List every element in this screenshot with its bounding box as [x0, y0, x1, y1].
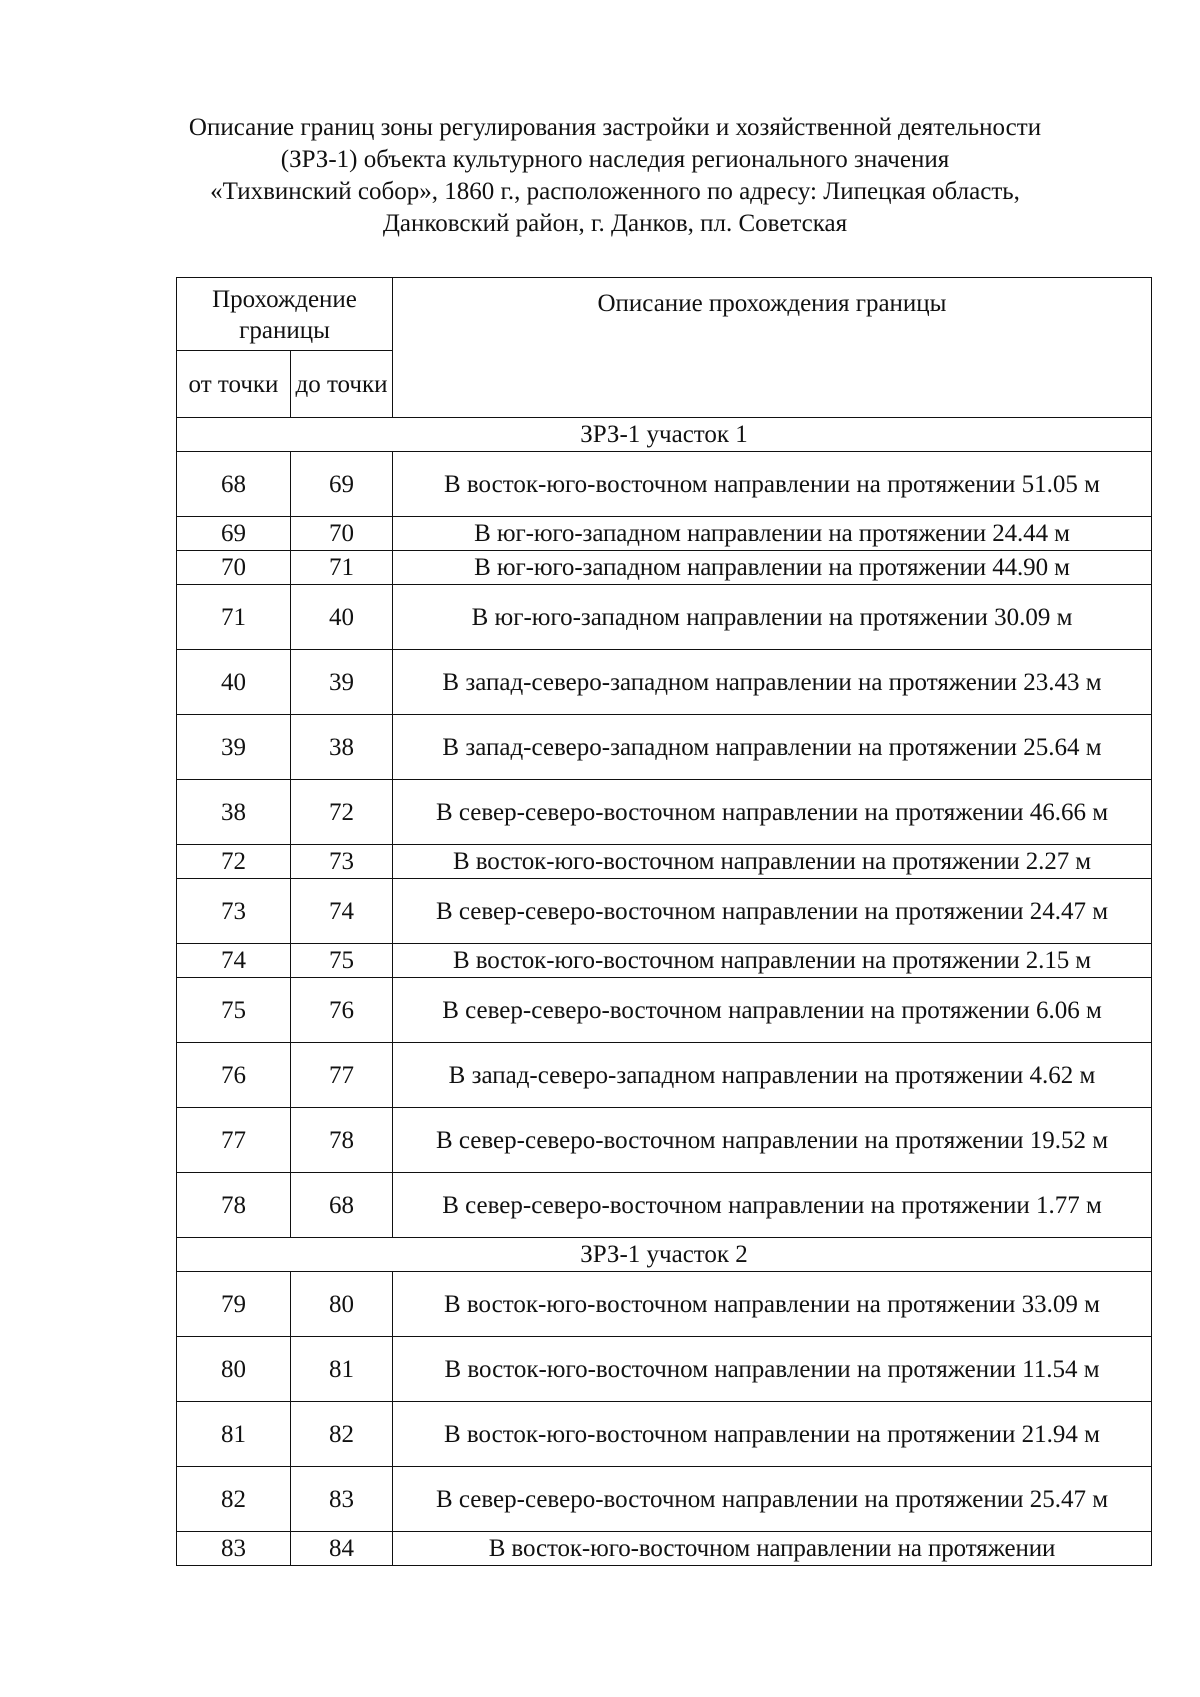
to-point-cell: 73: [291, 845, 393, 879]
description-cell: В юг-юго-западном направлении на протяжении 30.09 м: [393, 585, 1152, 650]
from-point-cell: 68: [177, 452, 291, 517]
from-point-cell: 71: [177, 585, 291, 650]
to-point-cell: 70: [291, 517, 393, 551]
description-cell: В север-северо-восточном направлении на протяжении 25.47 м: [393, 1467, 1152, 1532]
description-cell: В восток-юго-восточном направлении на протяжении 21.94 м: [393, 1402, 1152, 1467]
to-point-cell: 81: [291, 1337, 393, 1402]
to-point-cell: 68: [291, 1173, 393, 1238]
table-row: [177, 715, 1152, 780]
table-row: [177, 1108, 1152, 1173]
section-label: ЗРЗ-1 участок 2: [177, 1238, 1152, 1272]
boundary-table: [176, 277, 1152, 1566]
table-row: [177, 452, 1152, 517]
header-description: Описание прохождения границы: [393, 278, 1152, 418]
to-point-cell: 78: [291, 1108, 393, 1173]
from-point-cell: 72: [177, 845, 291, 879]
table-row: [177, 1272, 1152, 1337]
from-point-cell: 76: [177, 1043, 291, 1108]
description-cell: В восток-юго-восточном направлении на протяжении 51.05 м: [393, 452, 1152, 517]
from-point-cell: 74: [177, 944, 291, 978]
table-row: [177, 780, 1152, 845]
to-point-cell: 76: [291, 978, 393, 1043]
from-point-cell: 83: [177, 1532, 291, 1566]
description-cell: В север-северо-восточном направлении на протяжении 46.66 м: [393, 780, 1152, 845]
to-point-cell: 71: [291, 551, 393, 585]
table-row: [177, 879, 1152, 944]
table-header-row: [177, 278, 1152, 351]
from-point-cell: 75: [177, 978, 291, 1043]
description-cell: В восток-юго-восточном направлении на протяжении 2.27 м: [393, 845, 1152, 879]
title-line: Данковский район, г. Данков, пл. Советская: [382, 210, 848, 237]
to-point-cell: 74: [291, 879, 393, 944]
table-row: [177, 1532, 1152, 1566]
description-cell: В юг-юго-западном направлении на протяжении 24.44 м: [393, 517, 1152, 551]
from-point-cell: 69: [177, 517, 291, 551]
to-point-cell: 80: [291, 1272, 393, 1337]
table-row: [177, 551, 1152, 585]
description-cell: В юг-юго-западном направлении на протяжении 44.90 м: [393, 551, 1152, 585]
description-cell: В север-северо-восточном направлении на протяжении 6.06 м: [393, 978, 1152, 1043]
to-point-cell: 82: [291, 1402, 393, 1467]
from-point-cell: 80: [177, 1337, 291, 1402]
table-row: [177, 1173, 1152, 1238]
table-row: [177, 978, 1152, 1043]
description-cell: В восток-юго-восточном направлении на протяжении 33.09 м: [393, 1272, 1152, 1337]
title-line: (ЗРЗ-1) объекта культурного наследия регионального значения: [280, 146, 950, 173]
to-point-cell: 72: [291, 780, 393, 845]
title-line: Описание границ зоны регулирования застройки и хозяйственной деятельности: [188, 114, 1042, 141]
description-cell: В восток-юго-восточном направлении на протяжении: [393, 1532, 1152, 1566]
title-line: «Тихвинский собор», 1860 г., расположенного по адресу: Липецкая область,: [210, 178, 1020, 205]
from-point-cell: 40: [177, 650, 291, 715]
to-point-cell: 84: [291, 1532, 393, 1566]
table-row: [177, 517, 1152, 551]
description-cell: В север-северо-восточном направлении на протяжении 19.52 м: [393, 1108, 1152, 1173]
description-cell: В запад-северо-западном направлении на протяжении 25.64 м: [393, 715, 1152, 780]
to-point-cell: 39: [291, 650, 393, 715]
description-cell: В запад-северо-западном направлении на протяжении 4.62 м: [393, 1043, 1152, 1108]
table-row: [177, 845, 1152, 879]
table-row: [177, 1043, 1152, 1108]
to-point-cell: 77: [291, 1043, 393, 1108]
table-row: [177, 1337, 1152, 1402]
document-title: [150, 112, 1080, 240]
to-point-cell: 38: [291, 715, 393, 780]
header-from-point: от точки: [177, 351, 291, 418]
description-cell: В восток-юго-восточном направлении на протяжении 2.15 м: [393, 944, 1152, 978]
to-point-cell: 75: [291, 944, 393, 978]
from-point-cell: 39: [177, 715, 291, 780]
description-cell: В север-северо-восточном направлении на протяжении 24.47 м: [393, 879, 1152, 944]
section-row: [177, 1238, 1152, 1272]
table-row: [177, 1467, 1152, 1532]
header-passage: Прохождение границы: [177, 278, 393, 351]
section-row: [177, 418, 1152, 452]
from-point-cell: 70: [177, 551, 291, 585]
description-cell: В восток-юго-восточном направлении на протяжении 11.54 м: [393, 1337, 1152, 1402]
to-point-cell: 83: [291, 1467, 393, 1532]
from-point-cell: 38: [177, 780, 291, 845]
section-label: ЗРЗ-1 участок 1: [177, 418, 1152, 452]
from-point-cell: 78: [177, 1173, 291, 1238]
from-point-cell: 79: [177, 1272, 291, 1337]
table-row: [177, 585, 1152, 650]
to-point-cell: 69: [291, 452, 393, 517]
from-point-cell: 82: [177, 1467, 291, 1532]
from-point-cell: 73: [177, 879, 291, 944]
to-point-cell: 40: [291, 585, 393, 650]
table-row: [177, 650, 1152, 715]
table-row: [177, 944, 1152, 978]
description-cell: В север-северо-восточном направлении на протяжении 1.77 м: [393, 1173, 1152, 1238]
description-cell: В запад-северо-западном направлении на протяжении 23.43 м: [393, 650, 1152, 715]
from-point-cell: 77: [177, 1108, 291, 1173]
table-row: [177, 1402, 1152, 1467]
from-point-cell: 81: [177, 1402, 291, 1467]
header-to-point: до точки: [291, 351, 393, 418]
